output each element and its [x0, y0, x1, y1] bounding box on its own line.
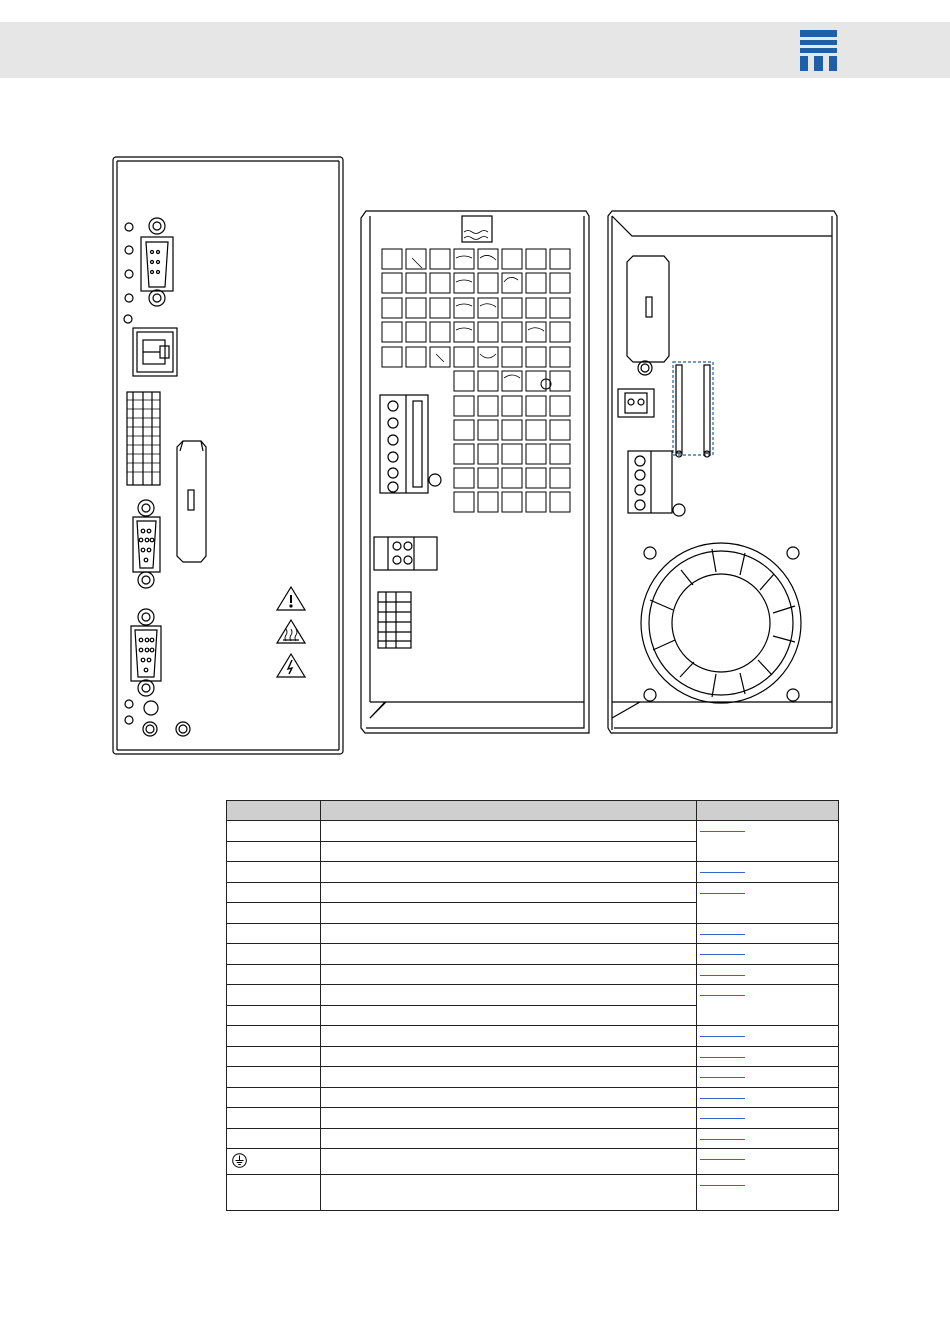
table-cell — [321, 985, 697, 1006]
table-cell — [321, 1046, 697, 1067]
table-row — [227, 1108, 839, 1129]
link-cell — [697, 821, 839, 862]
table-cell — [321, 882, 697, 903]
cross-reference-link[interactable] — [700, 1175, 745, 1186]
left-side-view — [361, 211, 589, 733]
table-row — [227, 1046, 839, 1067]
table-cell — [227, 882, 321, 903]
terminal-strip — [127, 392, 160, 485]
link-cell — [697, 944, 839, 965]
link-cell — [697, 1149, 839, 1175]
ground-cell — [227, 1149, 321, 1175]
table-cell — [227, 1087, 321, 1108]
table-cell — [227, 1067, 321, 1088]
cross-reference-link[interactable] — [700, 985, 745, 996]
table-cell — [227, 821, 321, 842]
status-leds — [124, 223, 133, 323]
option-slot — [177, 441, 206, 562]
hot-surface-icon — [277, 620, 305, 643]
lower-leds — [125, 700, 190, 736]
table-cell — [321, 841, 697, 862]
table-cell — [227, 1108, 321, 1129]
table-cell — [321, 1026, 697, 1047]
cooling-fan — [641, 543, 801, 703]
link-cell — [697, 1128, 839, 1149]
link-cell — [697, 1087, 839, 1108]
ground-symbol-icon — [232, 1153, 247, 1168]
table-row — [227, 1067, 839, 1088]
table-row — [227, 821, 839, 842]
cross-reference-link[interactable] — [700, 1047, 745, 1058]
table-cell — [227, 923, 321, 944]
front-view — [113, 157, 343, 754]
table-row — [227, 862, 839, 883]
cross-reference-link[interactable] — [700, 944, 745, 955]
right-side-view — [608, 211, 837, 733]
link-cell — [697, 1175, 839, 1211]
cross-reference-link[interactable] — [700, 1129, 745, 1140]
table-row — [227, 964, 839, 985]
table-row — [227, 1128, 839, 1149]
link-cell — [697, 923, 839, 944]
table-cell — [321, 1108, 697, 1129]
link-cell — [697, 1046, 839, 1067]
table-cell — [321, 903, 697, 924]
connection-table — [226, 800, 839, 1211]
dsub-connector-lower — [131, 609, 161, 696]
io-terminal-side — [378, 592, 411, 648]
cross-reference-link[interactable] — [700, 1026, 745, 1037]
table-cell — [321, 1128, 697, 1149]
signal-connector-side — [374, 537, 437, 570]
table-row — [227, 1175, 839, 1211]
cross-reference-link[interactable] — [700, 821, 745, 832]
link-cell — [697, 964, 839, 985]
table-row — [227, 923, 839, 944]
cross-reference-link[interactable] — [700, 1108, 745, 1119]
table-header-cell — [227, 801, 321, 821]
table-cell — [227, 862, 321, 883]
table-cell — [227, 944, 321, 965]
table-cell — [321, 923, 697, 944]
table-cell — [227, 1175, 321, 1211]
table-cell — [321, 862, 697, 883]
table-row — [227, 882, 839, 903]
link-cell — [697, 862, 839, 883]
table-cell — [321, 1149, 697, 1175]
table-header-cell — [321, 801, 697, 821]
link-cell — [697, 985, 839, 1026]
table-cell — [227, 1026, 321, 1047]
link-cell — [697, 1067, 839, 1088]
cross-reference-link[interactable] — [700, 1088, 745, 1099]
table-cell — [321, 1067, 697, 1088]
table-cell — [227, 1128, 321, 1149]
link-cell — [697, 1108, 839, 1129]
table-cell — [321, 944, 697, 965]
ethernet-port — [133, 328, 177, 376]
link-cell — [697, 882, 839, 923]
table-row — [227, 1026, 839, 1047]
table-cell — [321, 1005, 697, 1026]
cross-reference-link[interactable] — [700, 924, 745, 935]
electric-hazard-icon — [277, 654, 305, 677]
table-header-row — [227, 801, 839, 821]
cross-reference-link[interactable] — [700, 1067, 745, 1078]
table-cell — [227, 985, 321, 1006]
dsub-connector-top — [141, 218, 173, 306]
table-cell — [227, 1005, 321, 1026]
table-row — [227, 1087, 839, 1108]
link-cell — [697, 1026, 839, 1047]
cross-reference-link[interactable] — [700, 1149, 745, 1160]
dsub-connector-middle — [133, 500, 160, 588]
cross-reference-link[interactable] — [700, 862, 745, 873]
table-header-cell — [697, 801, 839, 821]
table-cell — [321, 964, 697, 985]
table-cell — [227, 1046, 321, 1067]
warning-triangle-icon — [277, 587, 305, 610]
table-cell — [227, 841, 321, 862]
cross-reference-link[interactable] — [700, 965, 745, 976]
cross-reference-link[interactable] — [700, 883, 745, 894]
table-cell — [321, 1175, 697, 1211]
table-row — [227, 1149, 839, 1175]
table-cell — [227, 903, 321, 924]
vent-grid — [382, 249, 570, 512]
table-cell — [227, 964, 321, 985]
power-connector-side — [380, 395, 441, 493]
table-row — [227, 944, 839, 965]
table-cell — [321, 1087, 697, 1108]
table-cell — [321, 821, 697, 842]
table-row — [227, 985, 839, 1006]
